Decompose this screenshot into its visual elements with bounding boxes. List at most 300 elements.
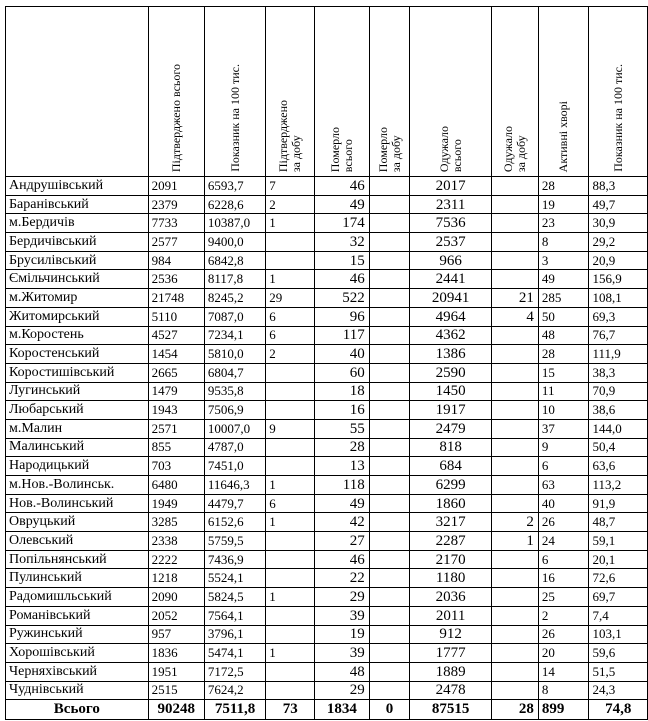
cell-district-name: Романівський [6,606,149,625]
table-row [6,662,648,681]
cell-district-name: Нов.-Волинський [6,494,149,513]
cell-recovered-daily [491,606,538,625]
cell-rate-per-100k: 9400,0 [204,233,265,252]
header-label: Померло всього [327,126,355,172]
cell-confirmed-total: 4527 [148,326,204,345]
cell-deaths-daily [369,532,410,551]
cell-district-name: Попільнянський [6,550,149,569]
cell-confirmed-daily [266,233,315,252]
cell-recovered-daily [491,270,538,289]
cell-confirmed-daily [266,457,315,476]
table-row [6,569,648,588]
cell-rate-per-100k: 6152,6 [204,513,265,532]
cell-active-cases: 26 [538,625,589,644]
cell-rate-per-100k: 8117,8 [204,270,265,289]
cell-deaths-daily [369,644,410,663]
header-confirmed-daily [266,7,315,177]
cell-confirmed-daily [266,401,315,420]
cell-active-cases: 3 [538,251,589,270]
cell-active-rate-per-100k: 20,1 [589,550,648,569]
cell-deaths-total: 28 [315,438,370,457]
cell-recovered-total: 1450 [410,382,492,401]
cell-rate-per-100k: 9535,8 [204,382,265,401]
header-label: Показник на 100 тис. [610,64,625,172]
cell-recovered-daily [491,326,538,345]
cell-district-name: Андрушівський [6,177,149,196]
table-body [6,177,648,700]
cell-recovered-daily [491,419,538,438]
header-active-rate-per-100k [589,7,648,177]
cell-deaths-daily [369,569,410,588]
cell-confirmed-total: 1836 [148,644,204,663]
table-row [6,476,648,495]
table-row [6,382,648,401]
cell-active-rate-per-100k: 48,7 [589,513,648,532]
cell-confirmed-total: 855 [148,438,204,457]
header-rate-per-100k [204,7,265,177]
cell-recovered-total: 1777 [410,644,492,663]
total-recovered-total: 87515 [410,700,492,720]
cell-active-cases: 28 [538,345,589,364]
table-row [6,233,648,252]
cell-recovered-total: 2590 [410,363,492,382]
cell-confirmed-daily: 6 [266,494,315,513]
cell-confirmed-daily [266,681,315,700]
cell-deaths-total: 522 [315,289,370,308]
cell-confirmed-total: 2571 [148,419,204,438]
cell-active-rate-per-100k: 108,1 [589,289,648,308]
cell-confirmed-daily [266,625,315,644]
cell-confirmed-daily: 29 [266,289,315,308]
cell-active-rate-per-100k: 69,3 [589,307,648,326]
cell-deaths-total: 42 [315,513,370,532]
cell-active-cases: 6 [538,550,589,569]
cell-confirmed-total: 2338 [148,532,204,551]
cell-recovered-daily [491,662,538,681]
cell-deaths-daily [369,345,410,364]
cell-recovered-total: 818 [410,438,492,457]
cell-rate-per-100k: 5810,0 [204,345,265,364]
cell-confirmed-total: 1943 [148,401,204,420]
cell-active-rate-per-100k: 59,1 [589,532,648,551]
table-row [6,270,648,289]
cell-active-cases: 63 [538,476,589,495]
cell-active-rate-per-100k: 30,9 [589,214,648,233]
cell-active-cases: 24 [538,532,589,551]
cell-rate-per-100k: 7172,5 [204,662,265,681]
cell-district-name: Малинський [6,438,149,457]
cell-active-rate-per-100k: 103,1 [589,625,648,644]
cell-confirmed-total: 2577 [148,233,204,252]
table-row [6,251,648,270]
header-row [6,7,648,177]
cell-confirmed-daily [266,569,315,588]
cell-rate-per-100k: 5759,5 [204,532,265,551]
cell-deaths-daily [369,195,410,214]
table-row [6,550,648,569]
table-row [6,457,648,476]
cell-recovered-total: 4964 [410,307,492,326]
total-deaths-daily: 0 [369,700,410,720]
cell-active-rate-per-100k: 113,2 [589,476,648,495]
cell-rate-per-100k: 5524,1 [204,569,265,588]
cell-active-cases: 8 [538,233,589,252]
cell-recovered-total: 1889 [410,662,492,681]
cell-confirmed-daily [266,662,315,681]
cell-confirmed-daily: 2 [266,195,315,214]
cell-deaths-total: 49 [315,195,370,214]
header-deaths-daily [369,7,410,177]
cell-rate-per-100k: 3796,1 [204,625,265,644]
cell-active-cases: 10 [538,401,589,420]
cell-deaths-total: 118 [315,476,370,495]
cell-rate-per-100k: 7234,1 [204,326,265,345]
cell-rate-per-100k: 5474,1 [204,644,265,663]
cell-confirmed-total: 2091 [148,177,204,196]
cell-recovered-daily [491,550,538,569]
cell-active-cases: 50 [538,307,589,326]
cell-confirmed-daily: 1 [266,513,315,532]
cell-district-name: м.Малин [6,419,149,438]
cell-recovered-total: 912 [410,625,492,644]
cell-active-rate-per-100k: 38,6 [589,401,648,420]
cell-active-rate-per-100k: 50,4 [589,438,648,457]
cell-recovered-total: 2170 [410,550,492,569]
cell-recovered-daily [491,401,538,420]
cell-confirmed-total: 7733 [148,214,204,233]
cell-confirmed-total: 3285 [148,513,204,532]
cell-deaths-daily [369,177,410,196]
cell-active-cases: 6 [538,457,589,476]
cell-district-name: Пулинський [6,569,149,588]
cell-district-name: Черняхівський [6,662,149,681]
header-label: Померло за добу [375,126,403,172]
cell-deaths-daily [369,513,410,532]
cell-deaths-total: 174 [315,214,370,233]
cell-active-cases: 25 [538,588,589,607]
cell-district-name: Ємільчинський [6,270,149,289]
cell-rate-per-100k: 8245,2 [204,289,265,308]
cell-active-rate-per-100k: 72,6 [589,569,648,588]
cell-confirmed-total: 1479 [148,382,204,401]
cell-confirmed-daily [266,532,315,551]
header-label: Підтверджено всього [168,63,183,172]
cell-deaths-total: 60 [315,363,370,382]
cell-deaths-total: 27 [315,532,370,551]
cell-recovered-daily [491,625,538,644]
table-row [6,532,648,551]
cell-recovered-total: 2011 [410,606,492,625]
cell-active-cases: 285 [538,289,589,308]
cell-confirmed-daily: 1 [266,476,315,495]
table-row [6,625,648,644]
table-row [6,363,648,382]
cell-confirmed-total: 703 [148,457,204,476]
cell-recovered-daily: 2 [491,513,538,532]
total-active-cases: 899 [538,700,589,720]
cell-deaths-total: 46 [315,177,370,196]
cell-recovered-daily [491,569,538,588]
cell-deaths-daily [369,550,410,569]
cell-active-rate-per-100k: 59,6 [589,644,648,663]
table-row [6,681,648,700]
cell-active-rate-per-100k: 20,9 [589,251,648,270]
cell-active-cases: 16 [538,569,589,588]
cell-active-cases: 40 [538,494,589,513]
cell-deaths-total: 39 [315,644,370,663]
header-label: Активні хворі [556,100,571,172]
cell-active-cases: 37 [538,419,589,438]
table-row [6,606,648,625]
header-district-name [6,7,149,177]
cell-recovered-total: 2478 [410,681,492,700]
cell-recovered-daily [491,494,538,513]
cell-deaths-daily [369,625,410,644]
cell-active-rate-per-100k: 63,6 [589,457,648,476]
table-row [6,588,648,607]
cell-deaths-daily [369,251,410,270]
cell-district-name: м.Бердичів [6,214,149,233]
cell-confirmed-daily: 6 [266,307,315,326]
cell-active-rate-per-100k: 24,3 [589,681,648,700]
table-row [6,289,648,308]
cell-confirmed-daily [266,382,315,401]
cell-deaths-total: 22 [315,569,370,588]
cell-recovered-total: 4362 [410,326,492,345]
cell-recovered-daily [491,681,538,700]
cell-rate-per-100k: 4479,7 [204,494,265,513]
cell-deaths-total: 32 [315,233,370,252]
cell-district-name: Коростенський [6,345,149,364]
cell-recovered-daily [491,195,538,214]
cell-rate-per-100k: 7451,0 [204,457,265,476]
cell-recovered-total: 2017 [410,177,492,196]
cell-active-cases: 26 [538,513,589,532]
cell-deaths-daily [369,681,410,700]
header-label: Підтверджено за добу [276,99,304,172]
cell-rate-per-100k: 5824,5 [204,588,265,607]
cell-active-rate-per-100k: 91,9 [589,494,648,513]
cell-district-name: Баранівський [6,195,149,214]
cell-confirmed-total: 1951 [148,662,204,681]
cell-district-name: Овруцький [6,513,149,532]
cell-recovered-daily: 1 [491,532,538,551]
cell-deaths-total: 29 [315,588,370,607]
cell-recovered-daily [491,438,538,457]
cell-active-rate-per-100k: 29,2 [589,233,648,252]
cell-deaths-daily [369,233,410,252]
cell-confirmed-daily: 1 [266,588,315,607]
cell-active-rate-per-100k: 70,9 [589,382,648,401]
cell-active-cases: 15 [538,363,589,382]
cell-confirmed-total: 2536 [148,270,204,289]
total-rate-per-100k: 7511,8 [204,700,265,720]
cell-confirmed-daily [266,251,315,270]
cell-confirmed-daily: 1 [266,270,315,289]
cell-deaths-total: 40 [315,345,370,364]
total-deaths-total: 1834 [315,700,370,720]
cell-deaths-daily [369,494,410,513]
cell-active-rate-per-100k: 38,3 [589,363,648,382]
header-active-cases [538,7,589,177]
cell-district-name: м.Нов.-Волинськ. [6,476,149,495]
cell-confirmed-daily [266,363,315,382]
cell-confirmed-daily: 7 [266,177,315,196]
cell-active-cases: 2 [538,606,589,625]
cell-active-rate-per-100k: 111,9 [589,345,648,364]
cell-recovered-total: 2311 [410,195,492,214]
cell-recovered-total: 2441 [410,270,492,289]
cell-confirmed-daily: 1 [266,644,315,663]
cell-district-name: Ружинський [6,625,149,644]
cell-deaths-daily [369,606,410,625]
cell-recovered-total: 1180 [410,569,492,588]
cell-recovered-daily [491,345,538,364]
cell-recovered-total: 3217 [410,513,492,532]
cell-district-name: Олевський [6,532,149,551]
cell-active-rate-per-100k: 76,7 [589,326,648,345]
cell-active-cases: 8 [538,681,589,700]
cell-rate-per-100k: 7624,2 [204,681,265,700]
cell-deaths-total: 19 [315,625,370,644]
cell-confirmed-daily: 6 [266,326,315,345]
cell-deaths-total: 46 [315,270,370,289]
table-row [6,438,648,457]
cell-district-name: Лугинський [6,382,149,401]
cell-confirmed-total: 2515 [148,681,204,700]
cell-recovered-total: 2479 [410,419,492,438]
total-active-rate-per-100k: 74,8 [589,700,648,720]
cell-district-name: Брусилівський [6,251,149,270]
cell-active-rate-per-100k: 144,0 [589,419,648,438]
table-row [6,326,648,345]
cell-deaths-total: 48 [315,662,370,681]
cell-confirmed-daily: 2 [266,345,315,364]
cell-district-name: Житомирський [6,307,149,326]
cell-rate-per-100k: 7436,9 [204,550,265,569]
cell-active-rate-per-100k: 88,3 [589,177,648,196]
cell-active-rate-per-100k: 51,5 [589,662,648,681]
cell-active-cases: 20 [538,644,589,663]
total-confirmed-daily: 73 [266,700,315,720]
cell-recovered-total: 1917 [410,401,492,420]
cell-confirmed-daily: 1 [266,214,315,233]
cell-confirmed-total: 2665 [148,363,204,382]
cell-active-rate-per-100k: 69,7 [589,588,648,607]
cell-confirmed-total: 1454 [148,345,204,364]
cell-district-name: м.Житомир [6,289,149,308]
cell-rate-per-100k: 11646,3 [204,476,265,495]
cell-rate-per-100k: 7506,9 [204,401,265,420]
cell-recovered-daily [491,177,538,196]
cell-active-cases: 49 [538,270,589,289]
cell-deaths-total: 15 [315,251,370,270]
cell-confirmed-total: 6480 [148,476,204,495]
header-label: Одужало за добу [500,125,528,172]
cell-confirmed-total: 1949 [148,494,204,513]
cell-deaths-total: 55 [315,419,370,438]
cell-deaths-daily [369,270,410,289]
covid-statistics-table [5,6,648,720]
cell-recovered-total: 2537 [410,233,492,252]
cell-active-cases: 9 [538,438,589,457]
cell-rate-per-100k: 6842,8 [204,251,265,270]
table-row [6,177,648,196]
table-row [6,307,648,326]
cell-rate-per-100k: 10007,0 [204,419,265,438]
total-confirmed-total: 90248 [148,700,204,720]
cell-district-name: Радомишльський [6,588,149,607]
table-row [6,214,648,233]
cell-deaths-total: 117 [315,326,370,345]
table-row [6,644,648,663]
cell-recovered-daily [491,233,538,252]
cell-deaths-daily [369,289,410,308]
cell-recovered-total: 6299 [410,476,492,495]
total-district-name: Всього [6,700,149,720]
cell-recovered-daily [491,644,538,663]
cell-active-rate-per-100k: 156,9 [589,270,648,289]
cell-recovered-daily [491,382,538,401]
cell-deaths-daily [369,476,410,495]
cell-active-cases: 48 [538,326,589,345]
total-recovered-daily: 28 [491,700,538,720]
cell-confirmed-daily: 9 [266,419,315,438]
cell-rate-per-100k: 7087,0 [204,307,265,326]
header-label: Показник на 100 тис. [227,64,242,172]
cell-recovered-total: 20941 [410,289,492,308]
header-deaths-total [315,7,370,177]
cell-district-name: Коростишівський [6,363,149,382]
cell-deaths-daily [369,307,410,326]
cell-recovered-total: 2287 [410,532,492,551]
cell-deaths-daily [369,214,410,233]
table-row [6,345,648,364]
cell-deaths-daily [369,588,410,607]
cell-active-cases: 14 [538,662,589,681]
cell-rate-per-100k: 4787,0 [204,438,265,457]
cell-confirmed-daily [266,438,315,457]
cell-deaths-total: 49 [315,494,370,513]
cell-district-name: Бердичівський [6,233,149,252]
cell-confirmed-total: 21748 [148,289,204,308]
cell-rate-per-100k: 6228,6 [204,195,265,214]
cell-recovered-daily [491,363,538,382]
cell-active-cases: 28 [538,177,589,196]
cell-district-name: Чуднівський [6,681,149,700]
cell-rate-per-100k: 6804,7 [204,363,265,382]
cell-recovered-total: 2036 [410,588,492,607]
cell-active-rate-per-100k: 7,4 [589,606,648,625]
cell-active-cases: 19 [538,195,589,214]
cell-confirmed-daily [266,606,315,625]
cell-deaths-daily [369,326,410,345]
cell-recovered-total: 966 [410,251,492,270]
cell-recovered-daily [491,251,538,270]
table-row [6,195,648,214]
cell-deaths-total: 46 [315,550,370,569]
cell-deaths-total: 39 [315,606,370,625]
cell-district-name: Народицький [6,457,149,476]
cell-confirmed-total: 2090 [148,588,204,607]
cell-confirmed-total: 1218 [148,569,204,588]
cell-confirmed-total: 957 [148,625,204,644]
header-confirmed-total [148,7,204,177]
cell-active-cases: 11 [538,382,589,401]
cell-deaths-daily [369,401,410,420]
cell-deaths-total: 29 [315,681,370,700]
table-row [6,419,648,438]
